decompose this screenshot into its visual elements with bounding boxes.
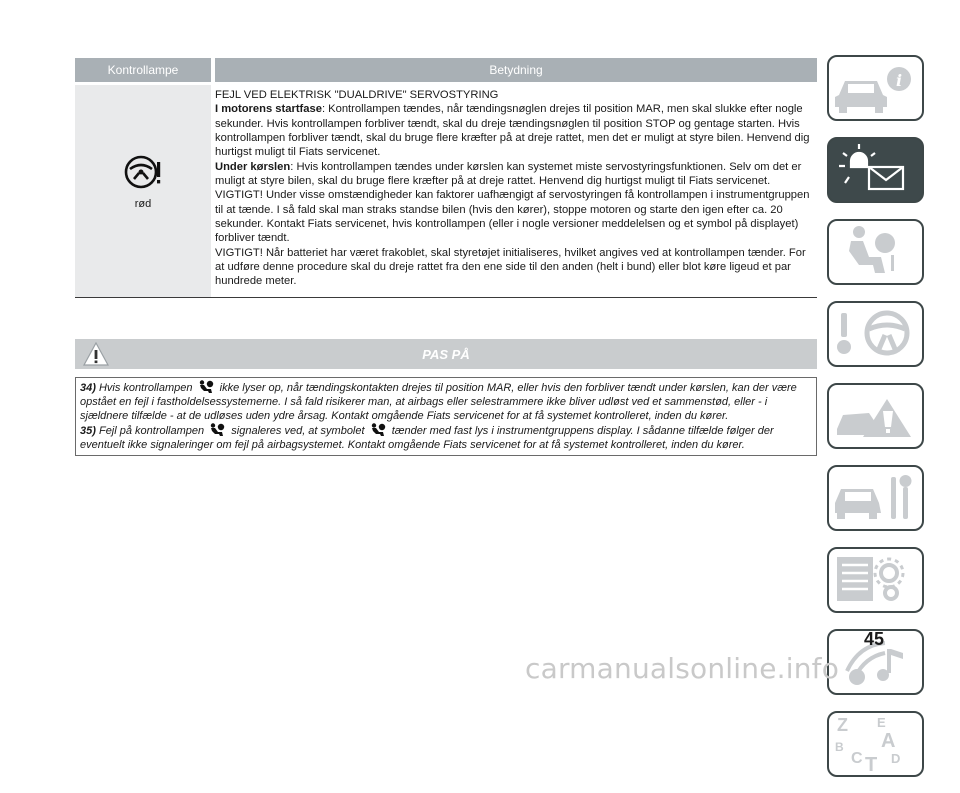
specs-gears-icon	[829, 549, 922, 611]
caution-body	[75, 377, 817, 456]
note-35-number: 35)	[80, 425, 96, 438]
index-letter: E	[877, 715, 886, 730]
svg-text:i: i	[896, 71, 903, 90]
note-35-text-b: signaleres ved, at symbolet	[231, 425, 365, 438]
note-35	[80, 423, 812, 452]
airbag-warning-icon	[198, 380, 215, 394]
index-letter: Z	[837, 715, 848, 735]
index-letter: T	[865, 754, 878, 775]
note-34-text-a: Hvis kontrollampen	[98, 382, 193, 394]
index-letter: D	[891, 751, 901, 766]
index-letter: B	[835, 740, 844, 754]
important-paragraph-2: VIGTIGT! Når batteriet har været frakoblet, skal styretøjet initialiseres, hvilket angives ved at kontrollampen tænder. For at udføre denne procedure skal du dreje rattet fra den ene side til den anden (helt i bund) eller blot køre ligeud et par hundrede meter.	[215, 246, 806, 288]
startup-paragraph	[215, 102, 817, 159]
warning-light-message-icon	[829, 139, 922, 201]
important-paragraph-1: VIGTIGT! Under visse omstændigheder kan faktorer uafhængigt af servostyringen få kontrollampen i instrumentgruppen til at tænde. I så fald skal man straks standse bilen (hvis den kører), stoppe motoren og starte den igen efter ca. 20 sekunder. Kontakt Fiats servicenet, hvis kontrollampen (eller i nogle versioner meddelelsen og et symbol på displayet) forbliver tændt.	[215, 189, 810, 245]
driving-text: : Hvis kontrollampen tændes under kørslen kan systemet miste servostyringsfunktionen. Selv om det er muligt at styre bilen, skal du bruge flere kræfter på at dreje rattet. Henvend dig hurtigst muligt til Fiats servicenet.	[215, 160, 802, 188]
header-betydning: Betydning	[215, 58, 817, 82]
fault-title: FEJL VED ELEKTRISK "DUALDRIVE" SERVOSTYRING	[215, 89, 499, 101]
caution-title: PAS PÅ	[422, 346, 470, 362]
lamp-cell	[75, 85, 211, 297]
key-steering-wheel-icon	[829, 303, 922, 365]
tab-index[interactable]	[827, 711, 924, 777]
table-header	[75, 58, 817, 82]
note-35-text-a: Fejl på kontrollampen	[98, 425, 205, 438]
caution-header	[75, 339, 817, 369]
tab-safety[interactable]	[827, 219, 924, 285]
driving-heading: Under kørslen	[215, 160, 291, 173]
startup-heading: I motorens startfase	[215, 103, 322, 116]
note-34	[80, 380, 812, 423]
caution-box	[75, 339, 817, 456]
airbag-warning-icon	[370, 423, 387, 437]
seat-airbag-icon	[829, 221, 922, 283]
power-steering-warning-icon	[123, 152, 163, 192]
table-row	[75, 85, 817, 298]
car-service-tools-icon	[829, 467, 922, 529]
tab-starting-driving[interactable]	[827, 301, 924, 367]
index-letter: C	[851, 750, 863, 767]
header-kontrollampe: Kontrollampe	[75, 58, 211, 82]
caution-triangle-icon	[83, 342, 109, 366]
note-34-text-b: ikke lyser op, når tændingskontakten drejes til position MAR, eller hvis den forbliver tændt under kørslen, kan der være opstået en fejl i fastholdelsessystemerne. I så fald risikerer man, at airbags eller selestrammere ikke bliver udløst ved et sammenstød, eller - i sjældnere tilfælde - at de udløses uden ydre årsag. Kontakt omgående Fiats servicenet for at få systemet kontrolleret, inden du kører.	[80, 382, 797, 423]
index-letter: A	[881, 730, 896, 752]
startup-text: : Kontrollampen tændes, når tændingsnøglen drejes til position MAR, men skal slukke efter nogle sekunder. Hvis kontrollampen forbliver tændt, skal du dreje tændingsnøglen til position STOP og gentage starten. Hvis kontrollampen forbliver tændt, skal du bruge flere kræfter på at dreje rattet, men det er muligt at styre bilen. Henvend dig hurtigst muligt til Fiats servicenet.	[215, 103, 810, 159]
lamp-color-label: rød	[134, 197, 152, 210]
chapter-tabs	[827, 55, 924, 793]
alphabetical-index-icon	[829, 713, 922, 775]
driving-paragraph	[215, 160, 817, 189]
airbag-warning-icon	[209, 423, 226, 437]
accident-warning-icon	[829, 385, 922, 447]
tab-maintenance[interactable]	[827, 465, 924, 531]
tab-car-info[interactable]	[827, 55, 924, 121]
tab-warning-lights[interactable]	[827, 137, 924, 203]
tab-technical-data[interactable]	[827, 547, 924, 613]
note-34-number: 34)	[80, 382, 96, 394]
tab-emergency[interactable]	[827, 383, 924, 449]
warning-light-table	[75, 58, 817, 298]
car-info-icon	[829, 57, 922, 119]
page-number: 45	[864, 629, 885, 649]
note-35-text-c: tænder med fast lys i instrumentgruppens display. I sådanne tilfælde følger der eventuelt ikke signaleringer om fejl på airbagsystemet. Kontakt omgående Fiats servicenet for at få systemet kontrolleret, inden du kører.	[80, 425, 774, 452]
meaning-cell	[215, 85, 817, 297]
watermark: carmanualsonline.info	[525, 652, 840, 685]
